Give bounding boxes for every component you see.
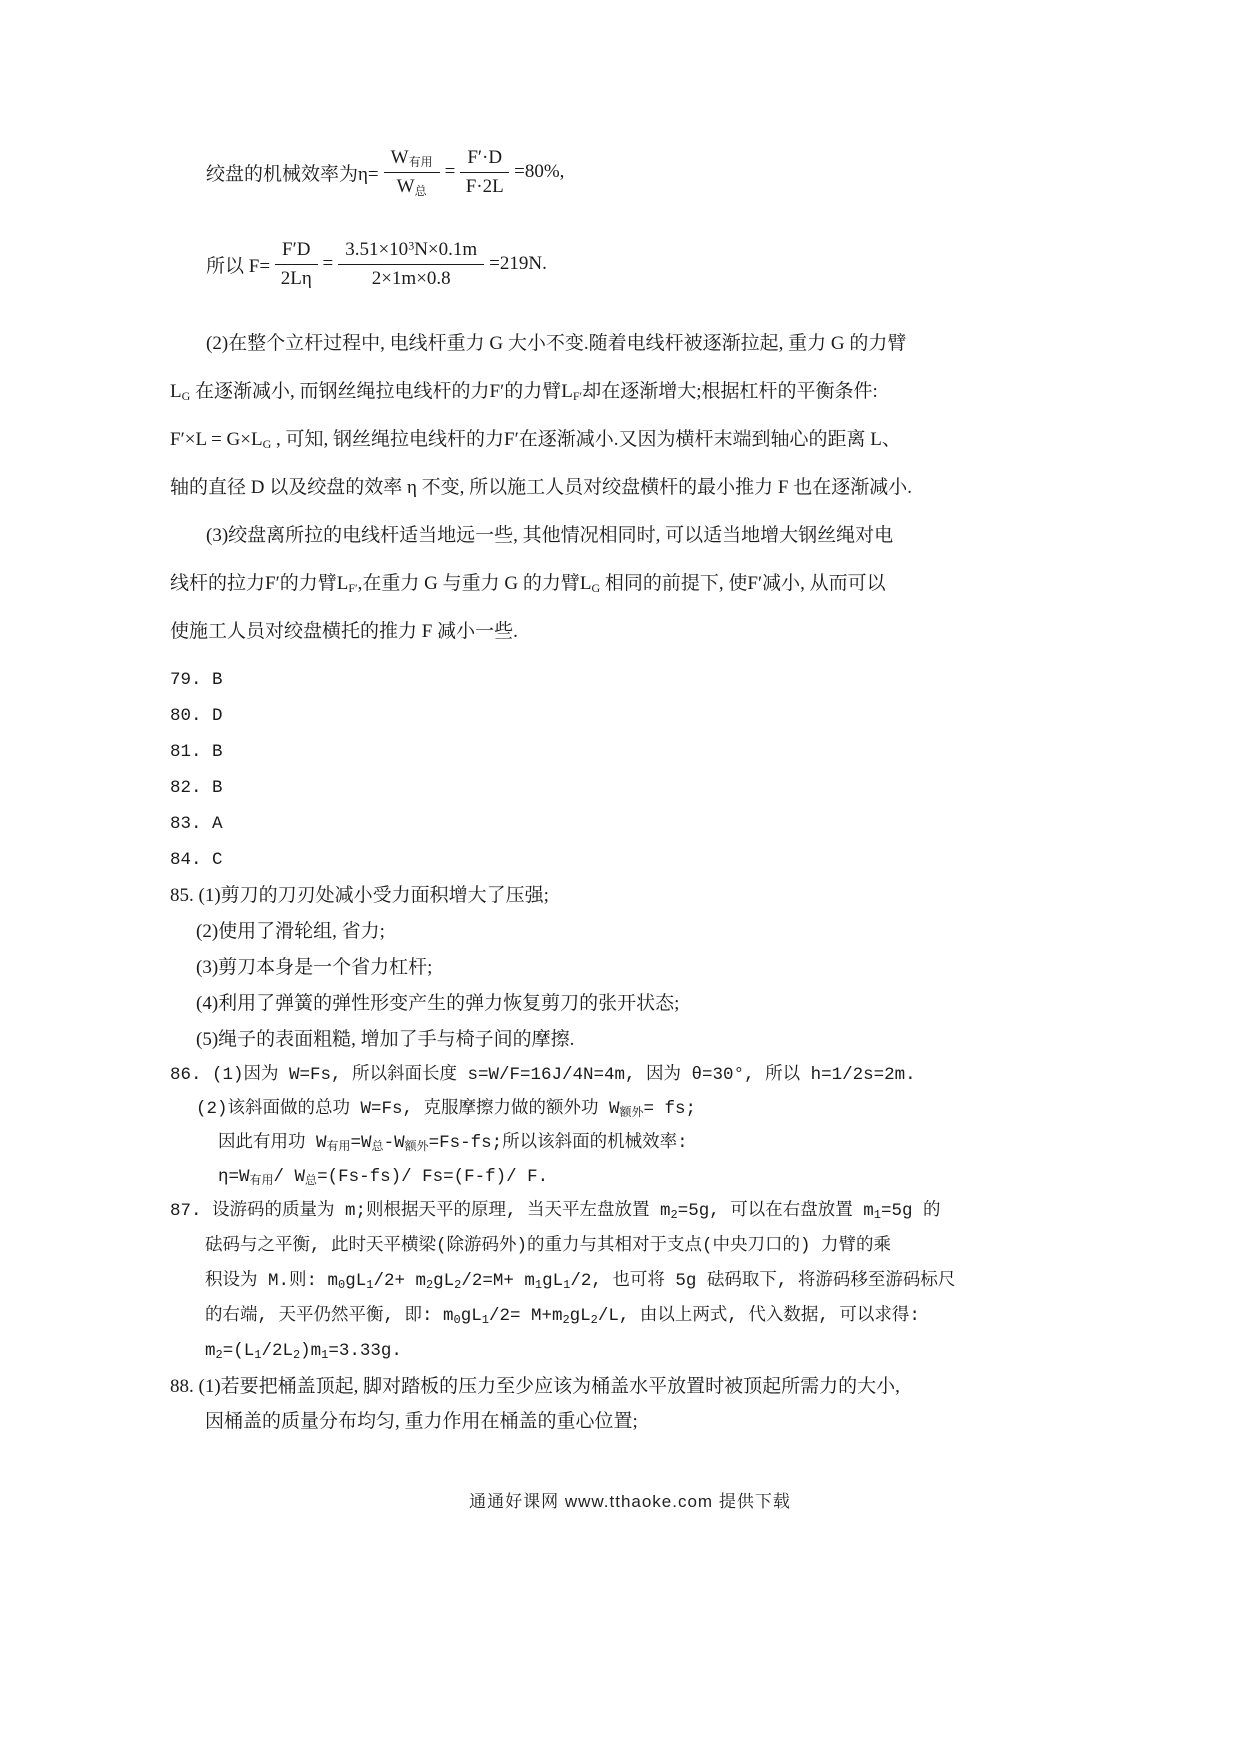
text-line: $F'\times L = G\times L_G$ , 可知, 钢丝绳拉电线杆的力F′在逐渐减小.又因为横杆末端到轴心的距离 L、 [170, 429, 901, 451]
fraction-numerator: $3.51\times 10^3N\times 0.1m$ [338, 237, 484, 265]
answer-86 [170, 1058, 1090, 1194]
text-line: 因此有用功 $W_{有用}=W_总-W_{额外}=Fs-fs$;所以该斜面的机械效率: [218, 1133, 688, 1154]
answer-82: 82. B [170, 778, 223, 798]
fraction-denominator: 2×1m×0.8 [371, 267, 451, 289]
fraction-symbolic [275, 237, 317, 291]
fraction-numerator: F′D [275, 237, 317, 265]
fraction-denominator: $W_总$ [396, 175, 427, 198]
fraction-numeric [338, 237, 484, 291]
paragraph-answer-part2 [170, 320, 1090, 512]
answer-79: 79. B [170, 670, 223, 690]
text-line: 85. (1)剪刀的刀刃处减小受力面积增大了压强; [170, 885, 549, 906]
formula-force-result: =219N. [489, 253, 547, 274]
text-line: 使施工人员对绞盘横托的推力 F 减小一些. [170, 621, 518, 642]
text-line: $\eta=W_{有用}/$ $W_总=(Fs-fs)/$ Fs=(F-f)/ F. [218, 1167, 549, 1188]
answer-85 [170, 878, 1090, 1058]
formula-efficiency-prefix: 绞盘的机械效率为η= [206, 163, 379, 185]
formula-efficiency [206, 130, 1090, 214]
text-line: 砝码与之平衡, 此时天平横梁(除游码外)的重力与其相对于支点(中央刀口的) 力臂的乘 [205, 1236, 892, 1256]
footer-site-credit: 通通好课网 www.tthaoke.com 提供下载 [469, 1492, 791, 1511]
formula-force-prefix: 所以 F= [206, 255, 271, 277]
text-line: $m_2=(L_1/2L_2)m_1=3.33g$. [205, 1341, 402, 1362]
fraction-numerator: F′·D [460, 145, 509, 173]
fraction-denominator: F·2L [465, 175, 504, 197]
text-line: 86. (1)因为 W=Fs, 所以斜面长度 s=W/F=16J/4N=4m, 因为 θ=30°, 所以 h=1/2s=2m. [170, 1065, 916, 1085]
answer-87 [170, 1194, 1090, 1369]
paragraph-answer-part3 [170, 512, 1090, 656]
fraction-numerator: $W_{有用}$ [384, 145, 440, 173]
text-line: (3)剪刀本身是一个省力杠杆; [196, 957, 433, 978]
text-line: 轴的直径 D 以及绞盘的效率 η 不变, 所以施工人员对绞盘横杆的最小推力 F 也在逐渐减小. [170, 477, 912, 498]
fraction-denominator: 2Lη [280, 267, 312, 289]
text-line: 因桶盖的质量分布均匀, 重力作用在桶盖的重心位置; [205, 1411, 638, 1432]
fraction-force-arm-ratio [460, 145, 509, 199]
text-line: (4)利用了弹簧的弹性形变产生的弹力恢复剪刀的张开状态; [196, 993, 680, 1014]
text-line: 积设为 M.则: $m_0gL_1/2+ m_2gL_2/2=M+ m_1gL_1/2$, 也可将 5g 砝码取下, 将游码移至游码标尺 [205, 1271, 956, 1292]
text-line: $L_G$ 在逐渐减小, 而钢丝绳拉电线杆的力F′的力臂$L_{F'}$却在逐渐增大;根据杠杆的平衡条件: [170, 381, 878, 403]
answer-84: 84. C [170, 850, 223, 870]
text-line: (2)在整个立杆过程中, 电线杆重力 G 大小不变.随着电线杆被逐渐拉起, 重力 G 的力臂 [206, 333, 907, 354]
answer-88 [170, 1369, 1090, 1439]
text-line: (5)绳子的表面粗糙, 增加了手与椅子间的摩擦. [196, 1029, 575, 1050]
text-line: 的右端, 天平仍然平衡, 即: $m_0gL_1/2= M+m_2gL_2/L$, 由以上两式, 代入数据, 可以求得: [205, 1306, 920, 1327]
text-line: (2)该斜面做的总功 W=Fs, 克服摩擦力做的额外功 $W_{额外}=$ fs; [196, 1099, 697, 1120]
text-line: 线杆的拉力F′的力臂$L_{F'}$,在重力 G 与重力 G 的力臂$L_G$ 相同的前提下, 使F′减小, 从而可以 [170, 573, 886, 595]
formula-efficiency-result: =80%, [514, 161, 565, 182]
text-line: 88. (1)若要把桶盖顶起, 脚对踏板的压力至少应该为桶盖水平放置时被顶起所需力的大小, [170, 1376, 900, 1397]
answer-81: 81. B [170, 742, 223, 762]
equals-sign: = [322, 253, 334, 274]
answer-80: 80. D [170, 706, 223, 726]
text-line: (3)绞盘离所拉的电线杆适当地远一些, 其他情况相同时, 可以适当地增大钢丝绳对电 [206, 525, 894, 546]
fraction-work-ratio [384, 145, 440, 199]
equals-sign: = [444, 161, 456, 182]
formula-force [206, 222, 1090, 306]
text-line: (2)使用了滑轮组, 省力; [196, 921, 385, 942]
text-line: 87. 设游码的质量为 m;则根据天平的原理, 当天平左盘放置 $m_2=5g$, 可以在右盘放置 $m_1=5g$ 的 [170, 1201, 941, 1222]
answer-83: 83. A [170, 814, 223, 834]
answer-list [170, 662, 1090, 878]
